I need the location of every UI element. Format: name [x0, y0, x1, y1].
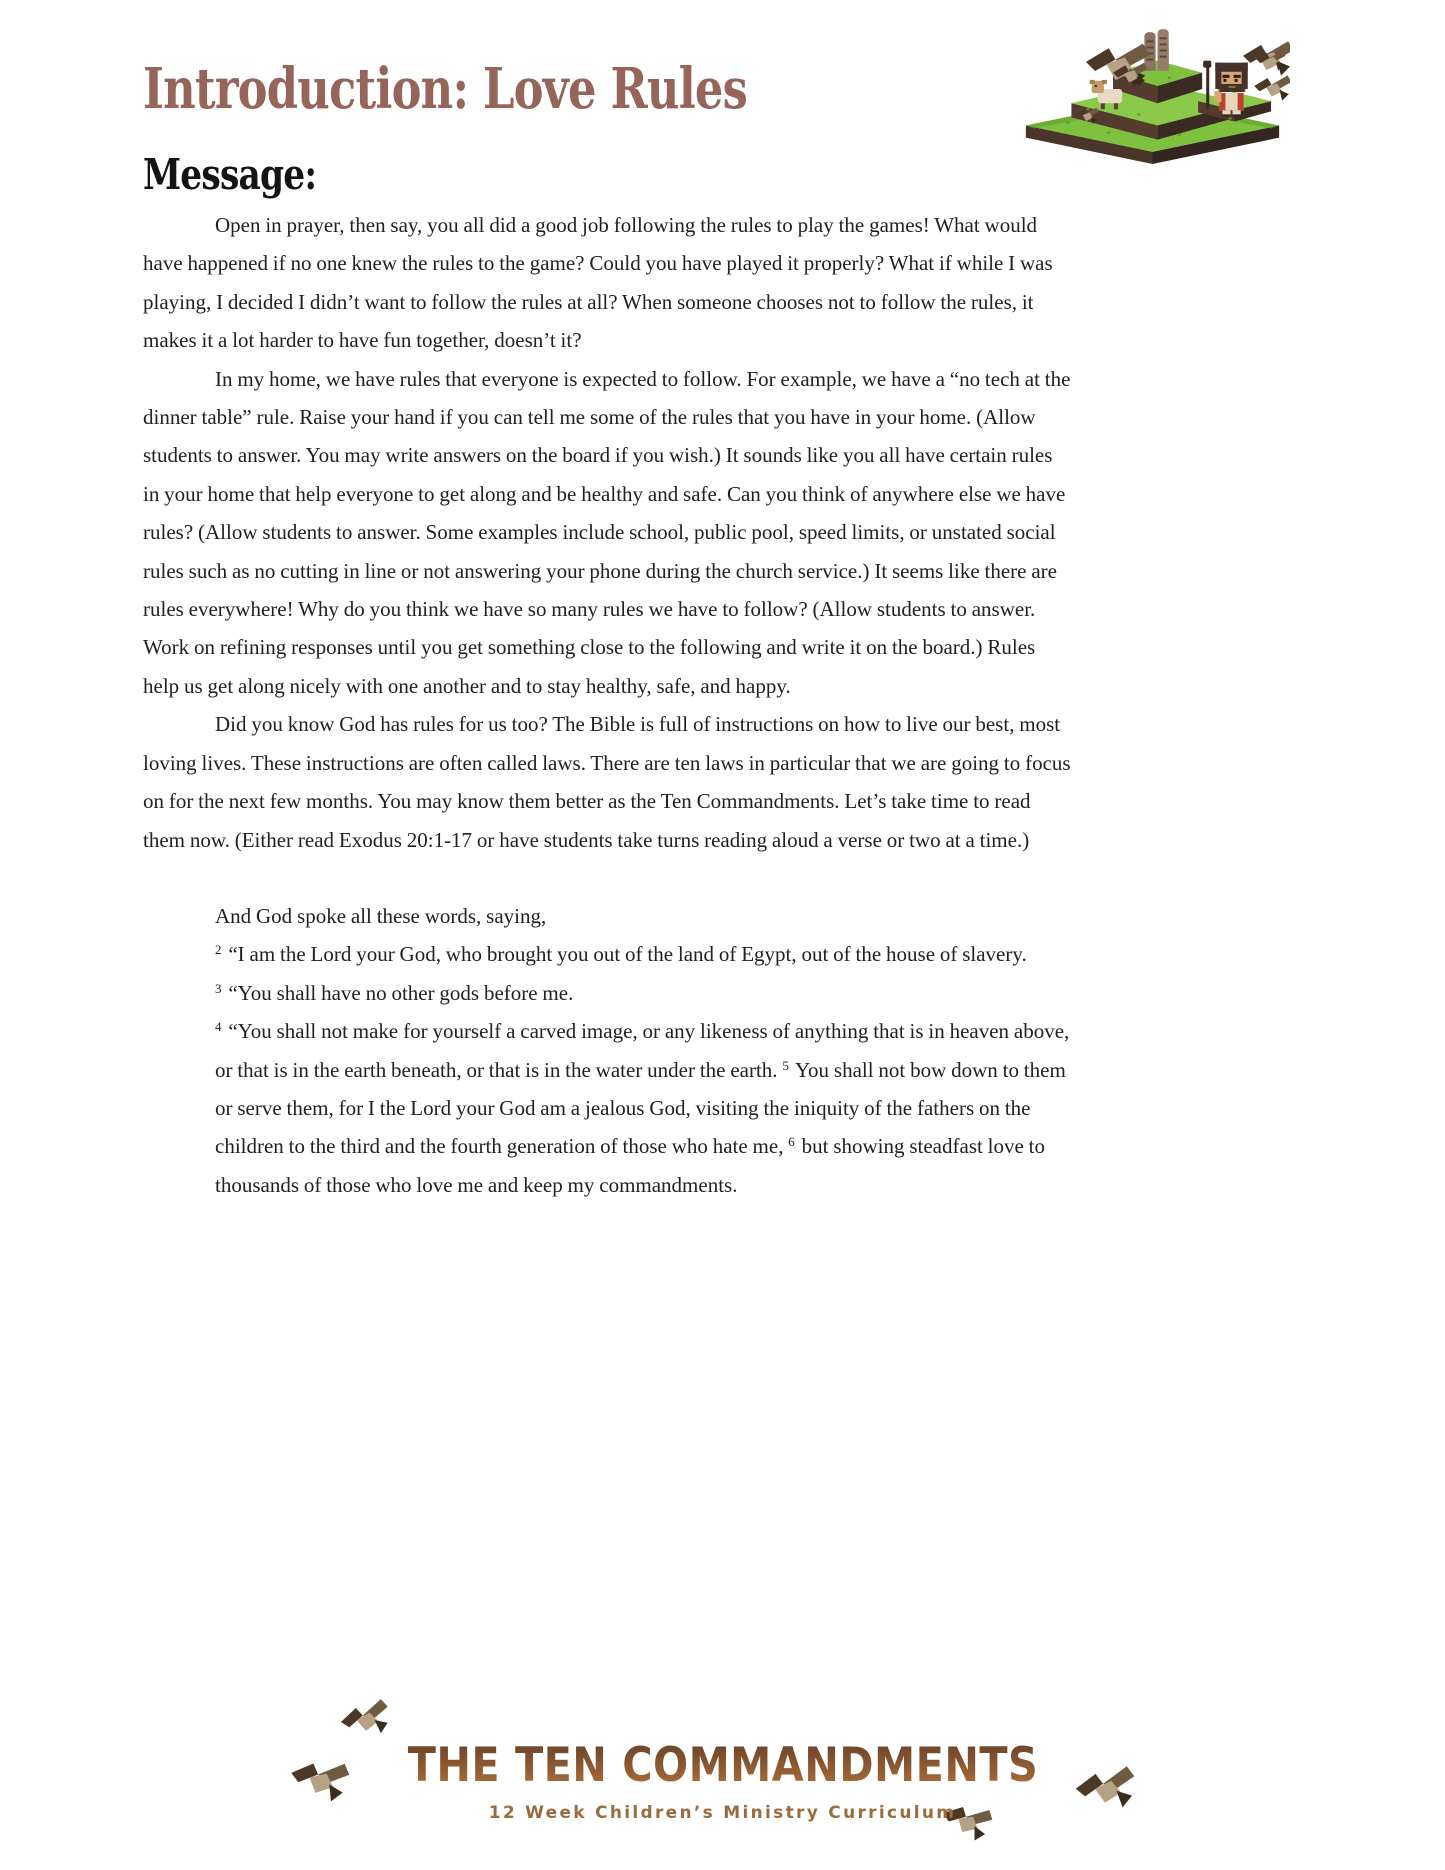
- scripture-quote: [143, 897, 1083, 1204]
- verse-number: 4: [215, 1019, 222, 1035]
- mount-sinai-illustration: [1015, 12, 1290, 164]
- mount-sinai-icon: [1015, 12, 1290, 164]
- verse-number: 6: [788, 1134, 795, 1150]
- scripture-line: $^4$ “You shall not make for yourself a carved image, or any likeness of anything that is in heaven above, or that is in the earth beneath, or that is in the water under the earth. $^5$ You shall not bow down to them or serve them, for I the Lord your God am a jealous God, visiting the iniquity of the fathers on the children to the third and the fourth generation of those who hate me, $^6$ but showing steadfast love to thousands of those who love me and keep my commandments.: [215, 1019, 1070, 1197]
- scripture-line: And God spoke all these words, saying,: [215, 903, 547, 928]
- message-paragraphs: [143, 206, 1073, 859]
- verse-number: 2: [215, 942, 222, 958]
- message-paragraph: Did you know God has rules for us too? The Bible is full of instructions on how to live our best, most loving lives. These instructions are often called laws. There are ten laws in particular that we are going to focus on for the next few months. You may know them better as the Ten Commandments. Let’s take time to read them now. (Either read Exodus 20:1-17 or have students take turns reading aloud a verse or two at a time.): [143, 712, 1071, 852]
- page-title: Introduction: Love Rules: [143, 56, 748, 122]
- message-heading: Message:: [143, 150, 317, 199]
- message-paragraph: In my home, we have rules that everyone is expected to follow. For example, we have a “no tech at the dinner table” rule. Raise your hand if you can tell me some of the rules that you have in your home. (Allow students to answer. You may write answers on the board if you wish.) It sounds like you all have certain rules in your home that help everyone to get along and be healthy and safe. Can you think of anywhere else we have rules? (Allow students to answer. Some examples include school, public pool, speed limits, or unstated social rules such as no cutting in line or not answering your phone during the church service.) It seems like there are rules everywhere! Why do you think we have so many rules we have to follow? (Allow students to answer. Work on refining responses until you get something close to the following and write it on the board.) Rules help us get along nicely with one another and to stay healthy, safe, and happy.: [143, 366, 1071, 698]
- verse-number: 5: [782, 1057, 789, 1073]
- bird-icon: [1254, 75, 1290, 100]
- logo-title: THE TEN COMMANDMENTS: [407, 1738, 1038, 1793]
- bird-icon: [338, 1694, 394, 1750]
- message-body: [143, 206, 1073, 1204]
- footer-logo: [0, 1680, 1445, 1870]
- scripture-line: $^2$ “I am the Lord your God, who brought you out of the land of Egypt, out of the house of slavery.: [215, 942, 1027, 967]
- scripture-line: $^3$ “You shall have no other gods before me.: [215, 980, 574, 1005]
- logo-subtitle: 12 Week Children’s Ministry Curriculum: [488, 1803, 957, 1823]
- verse-number: 3: [215, 980, 222, 996]
- message-paragraph: Open in prayer, then say, you all did a good job following the rules to play the games! What would have happened if no one knew the rules to the game? Could you have played it properly? What if while I was playing, I decided I didn’t want to follow the rules at all? When someone chooses not to follow the rules, it makes it a lot harder to have fun together, doesn’t it?: [143, 213, 1053, 353]
